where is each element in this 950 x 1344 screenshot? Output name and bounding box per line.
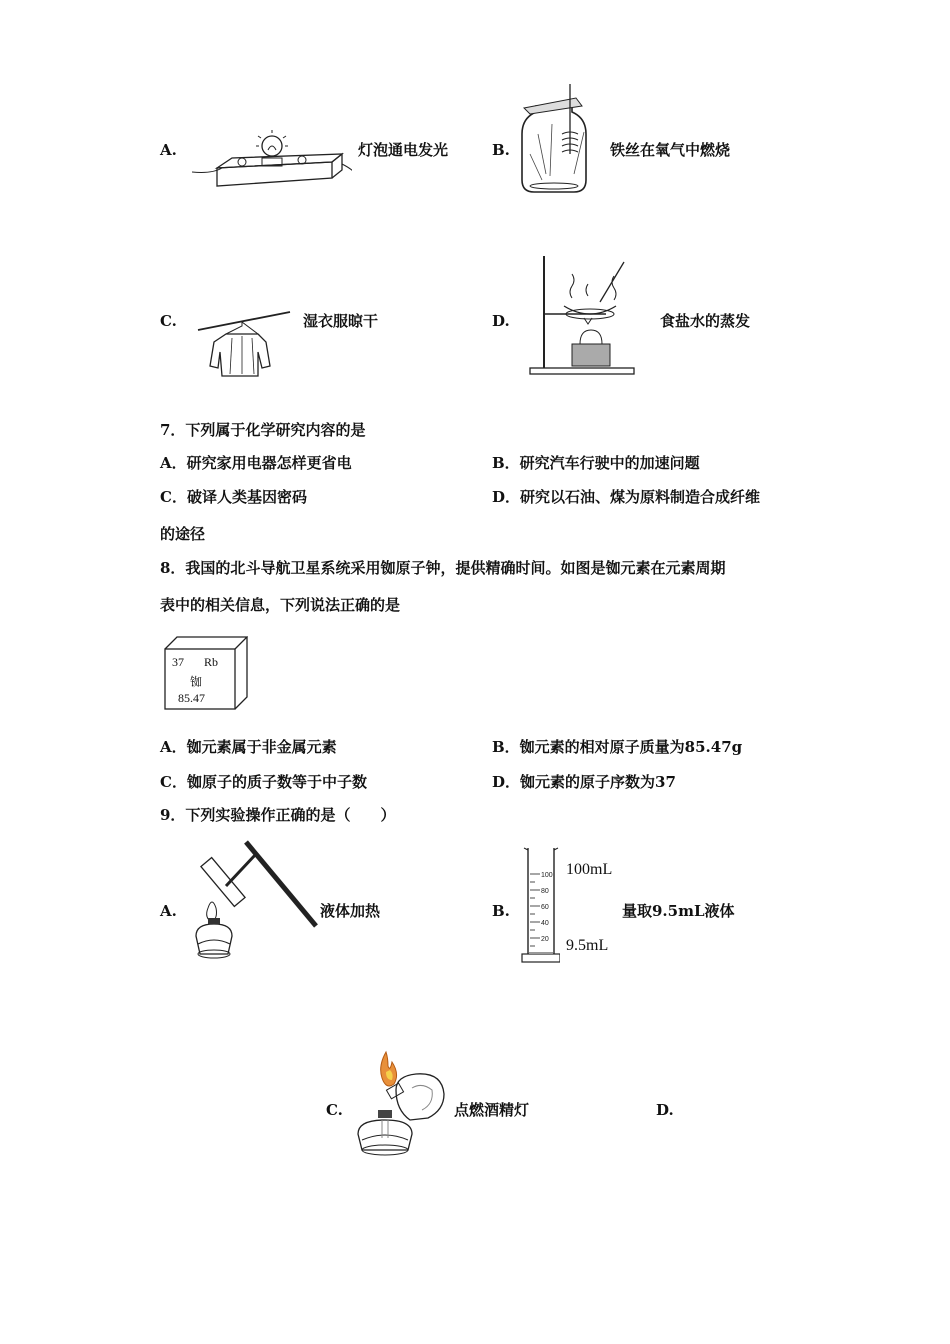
graduated-cylinder-figure [520, 846, 560, 966]
q9-option-b-caption: 量取9.5mL液体 [622, 902, 735, 920]
cylinder-tick-label: 80 [541, 888, 549, 895]
iron-burning-jar-figure [518, 84, 590, 196]
q6-option-b-letter: B. [492, 141, 510, 159]
cylinder-tick-label: 20 [541, 936, 549, 943]
q7-option-d-line1: D．研究以石油、煤为原料制造合成纤维 [492, 488, 761, 506]
q6-option-a-caption: 灯泡通电发光 [358, 141, 449, 159]
q9-option-c-caption: 点燃酒精灯 [454, 1101, 530, 1119]
q8-stem-line2: 表中的相关信息，下列说法正确的是 [160, 596, 401, 614]
cylinder-capacity-label: 100mL [566, 861, 613, 878]
cylinder-tick-label: 40 [541, 920, 549, 927]
liquid-heating-figure [186, 836, 320, 966]
q8-stem-line1: 8．我国的北斗导航卫星系统采用铷原子钟，提供精确时间。如图是铷元素在元素周期 [160, 559, 726, 577]
element-atomic-mass: 85.47 [178, 691, 205, 705]
element-name: 铷 [190, 675, 203, 689]
q9-option-a-caption: 液体加热 [320, 902, 381, 920]
q8-option-d: D．铷元素的原子序数为37 [492, 773, 676, 791]
q6-option-c-letter: C. [160, 312, 177, 330]
q7-option-c: C．破译人类基因密码 [160, 488, 307, 506]
q9-option-b-letter: B. [492, 902, 510, 920]
lightbulb-figure [192, 128, 352, 194]
lighting-alcohol-lamp-figure [352, 1050, 452, 1160]
cylinder-tick-label: 100 [541, 872, 553, 879]
q6-option-a-letter: A. [160, 141, 177, 159]
q8-option-a: A．铷元素属于非金属元素 [160, 738, 337, 756]
q9-option-d-letter: D. [656, 1101, 674, 1119]
q6-option-d-caption: 食盐水的蒸发 [660, 312, 751, 330]
element-symbol: Rb [204, 655, 219, 669]
q8-option-c: C．铷原子的质子数等于中子数 [160, 773, 367, 791]
q7-option-d-line2: 的途径 [160, 525, 206, 543]
q9-option-c-letter: C. [326, 1101, 343, 1119]
element-card-rubidium [164, 636, 248, 710]
q6-option-b-caption: 铁丝在氧气中燃烧 [610, 141, 731, 159]
evaporation-setup-figure [528, 252, 636, 376]
q7-stem: 7．下列属于化学研究内容的是 [160, 421, 366, 439]
cylinder-volume-label: 9.5mL [566, 937, 609, 954]
q7-option-b: B．研究汽车行驶中的加速问题 [492, 454, 700, 472]
q9-option-a-letter: A. [160, 902, 177, 920]
q7-option-a: A．研究家用电器怎样更省电 [160, 454, 352, 472]
q6-option-c-caption: 湿衣服晾干 [303, 312, 379, 330]
wet-clothes-figure [196, 308, 292, 380]
cylinder-tick-label: 60 [541, 904, 549, 911]
q6-option-d-letter: D. [492, 312, 510, 330]
q8-option-b: B．铷元素的相对原子质量为85.47g [492, 738, 743, 756]
element-atomic-number: 37 [172, 655, 184, 669]
q9-stem: 9．下列实验操作正确的是（ ） [160, 806, 396, 824]
